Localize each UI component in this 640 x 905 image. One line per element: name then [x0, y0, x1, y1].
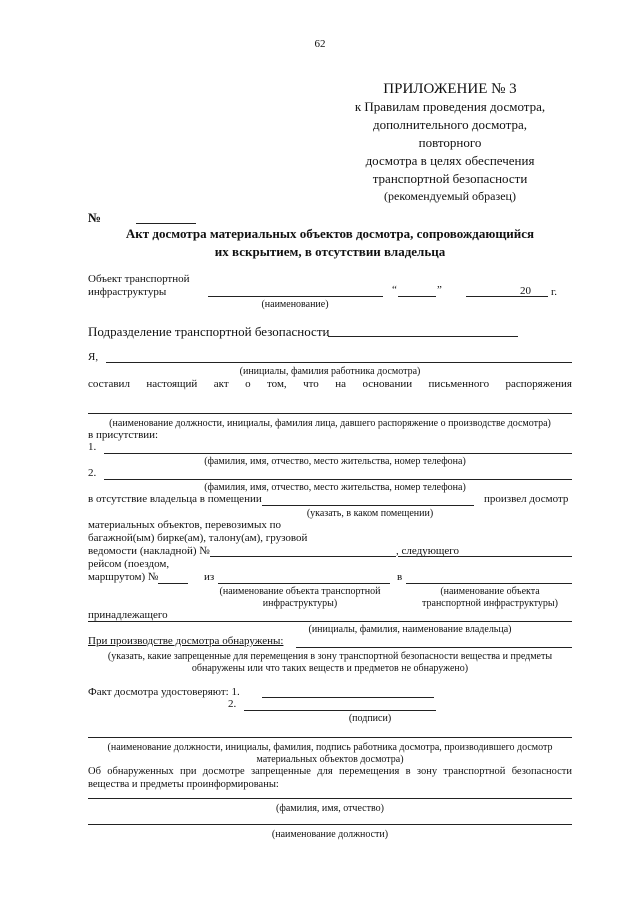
- subdivision-line[interactable]: [328, 336, 518, 337]
- material-line-2: багажной(ым) бирке(ам), талону(ам), грузовой: [88, 532, 308, 544]
- appendix-line-1: к Правилам проведения досмотра,: [354, 99, 546, 114]
- absence-label: в отсутствие владельца в помещении: [88, 493, 262, 505]
- date-year-suffix: г.: [551, 286, 558, 298]
- date-month-line[interactable]: [466, 296, 548, 297]
- composed-word: том,: [267, 378, 287, 390]
- to-hint-1: (наименование объекта: [440, 586, 540, 597]
- from-hint-1: (наименование объекта транспортной: [219, 586, 381, 597]
- composed-word: акт: [213, 378, 229, 390]
- position-hint: (наименование должности): [271, 829, 389, 840]
- witness-1-hint: (фамилия, имя, отчество, место жительства, номер телефона): [204, 456, 466, 467]
- found-label: При производстве досмотра обнаружены:: [88, 635, 284, 647]
- certify-2-number: 2.: [228, 698, 237, 710]
- witness-1-number: 1.: [88, 441, 97, 453]
- fio-hint: (фамилия, имя, отчество): [276, 803, 384, 814]
- date-quote-close: ”: [437, 284, 442, 296]
- fio-line[interactable]: [88, 798, 572, 799]
- composed-word: письменного: [428, 378, 490, 390]
- witness-2-hint: (фамилия, имя, отчество, место жительства, номер телефона): [204, 482, 466, 493]
- subdivision-label: Подразделение транспортной безопасности: [88, 324, 330, 339]
- produced-label: произвел досмотр: [484, 493, 569, 505]
- found-hint-2: обнаружены или что таких веществ и предметов не обнаружено): [191, 663, 469, 674]
- to-line[interactable]: [406, 583, 572, 584]
- appendix-line-2: дополнительного досмотра,: [372, 117, 527, 132]
- act-title-line-1: Акт досмотра материальных объектов досмотра, сопровождающийся: [125, 226, 535, 241]
- witness-2-line[interactable]: [104, 479, 572, 480]
- composed-word: настоящий: [146, 378, 198, 390]
- to-hint-2: транспортной инфраструктуры): [422, 598, 558, 609]
- from-label: из: [204, 571, 215, 583]
- order-hint: (наименование должности, инициалы, фамилия лица, давшего распоряжение о производстве досмотра): [109, 418, 551, 429]
- composed-word: что: [303, 378, 319, 390]
- appendix-line-6: (рекомендуемый образец): [384, 189, 516, 203]
- owner-hint: (инициалы, фамилия, наименование владельца): [308, 624, 512, 635]
- certify-2-line[interactable]: [244, 710, 436, 711]
- to-label: в: [397, 571, 403, 583]
- material-line-1: материальных объектов, перевозимых по: [88, 519, 282, 531]
- following-line[interactable]: [398, 556, 572, 557]
- presence-label: в присутствии:: [88, 429, 159, 441]
- found-hint-1: (указать, какие запрещенные для перемещения в зону транспортной безопасности вещества и предметы: [107, 651, 553, 662]
- worker-signature-line[interactable]: [88, 737, 572, 738]
- certify-label: Факт досмотра удостоверяют: 1.: [88, 686, 240, 698]
- composed-word: составил: [88, 378, 130, 390]
- composed-word: на: [335, 378, 347, 390]
- date-quote-open: “: [392, 284, 397, 296]
- composed-line: [88, 378, 572, 391]
- belonging-label: принадлежащего: [88, 609, 168, 621]
- object-label-2: инфраструктуры: [88, 286, 167, 298]
- appendix-line-4: досмотра в целях обеспечения: [365, 153, 535, 168]
- ya-label: Я,: [88, 351, 99, 363]
- informed-line-2: вещества и предметы проинформированы:: [88, 779, 279, 790]
- object-name-line[interactable]: [208, 296, 383, 297]
- from-line[interactable]: [218, 583, 390, 584]
- route-line-2: маршрутом) №: [88, 571, 159, 583]
- composed-word: о: [245, 378, 251, 390]
- signs-hint: (подписи): [348, 713, 392, 724]
- worker-name-hint: (инициалы, фамилия работника досмотра): [239, 366, 421, 377]
- material-line-3: ведомости (накладной) №: [88, 545, 210, 557]
- page-number: 62: [314, 38, 326, 50]
- appendix-heading: ПРИЛОЖЕНИЕ № 3: [383, 81, 517, 97]
- order-line[interactable]: [88, 413, 572, 414]
- route-number-line[interactable]: [158, 583, 188, 584]
- from-hint-2: инфраструктуры): [262, 598, 338, 609]
- room-line[interactable]: [262, 505, 474, 506]
- act-number-line[interactable]: [136, 223, 196, 224]
- date-year: 20: [520, 285, 531, 297]
- object-name-hint: (наименование): [261, 299, 329, 310]
- act-title-line-2: их вскрытием, в отсутствии владельца: [214, 244, 446, 259]
- room-hint: (указать, в каком помещении): [306, 508, 434, 519]
- composed-word: распоряжения: [505, 378, 572, 390]
- position-line[interactable]: [88, 824, 572, 825]
- certify-1-line[interactable]: [262, 697, 434, 698]
- act-number-sign: №: [88, 210, 102, 225]
- worker-hint-1: (наименование должности, инициалы, фамилия, подпись работника досмотра, производившего досмотр: [107, 742, 553, 753]
- worker-hint-2: материальных объектов досмотра): [256, 754, 404, 765]
- informed-line-1: Об обнаруженных при досмотре запрещенные для перемещения в зону транспортной безопасности: [88, 766, 572, 777]
- witness-1-line[interactable]: [104, 453, 572, 454]
- worker-name-line[interactable]: [106, 362, 572, 363]
- appendix-line-3: повторного: [418, 135, 482, 150]
- witness-2-number: 2.: [88, 467, 97, 479]
- composed-word: основании: [362, 378, 413, 390]
- date-day-line[interactable]: [398, 296, 436, 297]
- object-label-1: Объект транспортной: [88, 273, 190, 285]
- owner-line[interactable]: [88, 621, 572, 622]
- found-line[interactable]: [296, 647, 572, 648]
- route-line-1: рейсом (поездом,: [88, 558, 170, 570]
- waybill-number-line[interactable]: [210, 556, 396, 557]
- following-label: , следующего: [396, 545, 460, 557]
- appendix-line-5: транспортной безопасности: [372, 171, 528, 186]
